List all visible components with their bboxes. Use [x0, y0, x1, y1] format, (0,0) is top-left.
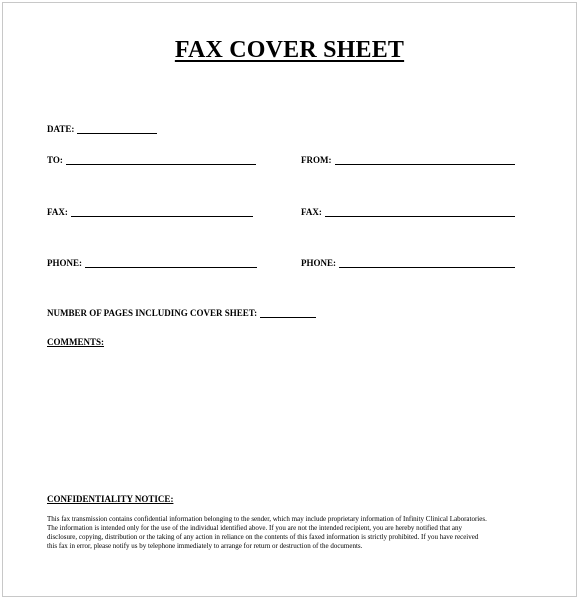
- fax-to-line[interactable]: [71, 207, 253, 217]
- fax-from-field: [301, 207, 515, 217]
- confidentiality-line: The information is intended only for the use of the individual identified above. If you are not the intended recipient, you are hereby notified that any: [47, 524, 463, 532]
- fax-from-label: FAX:: [301, 207, 322, 217]
- confidentiality-line: this fax in error, please notify us by telephone immediately to arrange for return or destruction of the documents.: [47, 542, 363, 550]
- phone-from-line[interactable]: [339, 258, 515, 268]
- fax-cover-sheet-page: [2, 2, 577, 597]
- confidentiality-text: [47, 515, 557, 551]
- phone-to-label: PHONE:: [47, 258, 82, 268]
- phone-from-field: [301, 258, 515, 268]
- from-label: FROM:: [301, 155, 332, 165]
- confidentiality-line: This fax transmission contains confidential information belonging to the sender, which may include proprietary information of Infinity Clinical Laboratories.: [47, 515, 487, 523]
- date-line[interactable]: [77, 124, 157, 134]
- pages-label: NUMBER OF PAGES INCLUDING COVER SHEET:: [47, 308, 258, 318]
- fax-from-line[interactable]: [325, 207, 515, 217]
- date-field: [47, 124, 157, 134]
- from-field: [301, 155, 515, 165]
- fax-to-field: [47, 207, 253, 217]
- phone-from-label: PHONE:: [301, 258, 336, 268]
- phone-to-line[interactable]: [85, 258, 257, 268]
- confidentiality-line: disclosure, copying, distribution or the taking of any action in reliance on the contents of this faxed information is strictly prohibited. If you have received: [47, 533, 479, 541]
- to-line[interactable]: [66, 155, 256, 165]
- confidentiality-heading: CONFIDENTIALITY NOTICE:: [47, 494, 174, 504]
- to-label: TO:: [47, 155, 63, 165]
- page-title: FAX COVER SHEET: [174, 37, 405, 63]
- fax-to-label: FAX:: [47, 207, 68, 217]
- to-field: [47, 155, 256, 165]
- phone-to-field: [47, 258, 257, 268]
- from-line[interactable]: [335, 155, 515, 165]
- pages-field: [47, 308, 316, 318]
- comments-label: COMMENTS:: [47, 337, 104, 347]
- date-label: DATE:: [47, 124, 75, 134]
- pages-line[interactable]: [260, 308, 316, 318]
